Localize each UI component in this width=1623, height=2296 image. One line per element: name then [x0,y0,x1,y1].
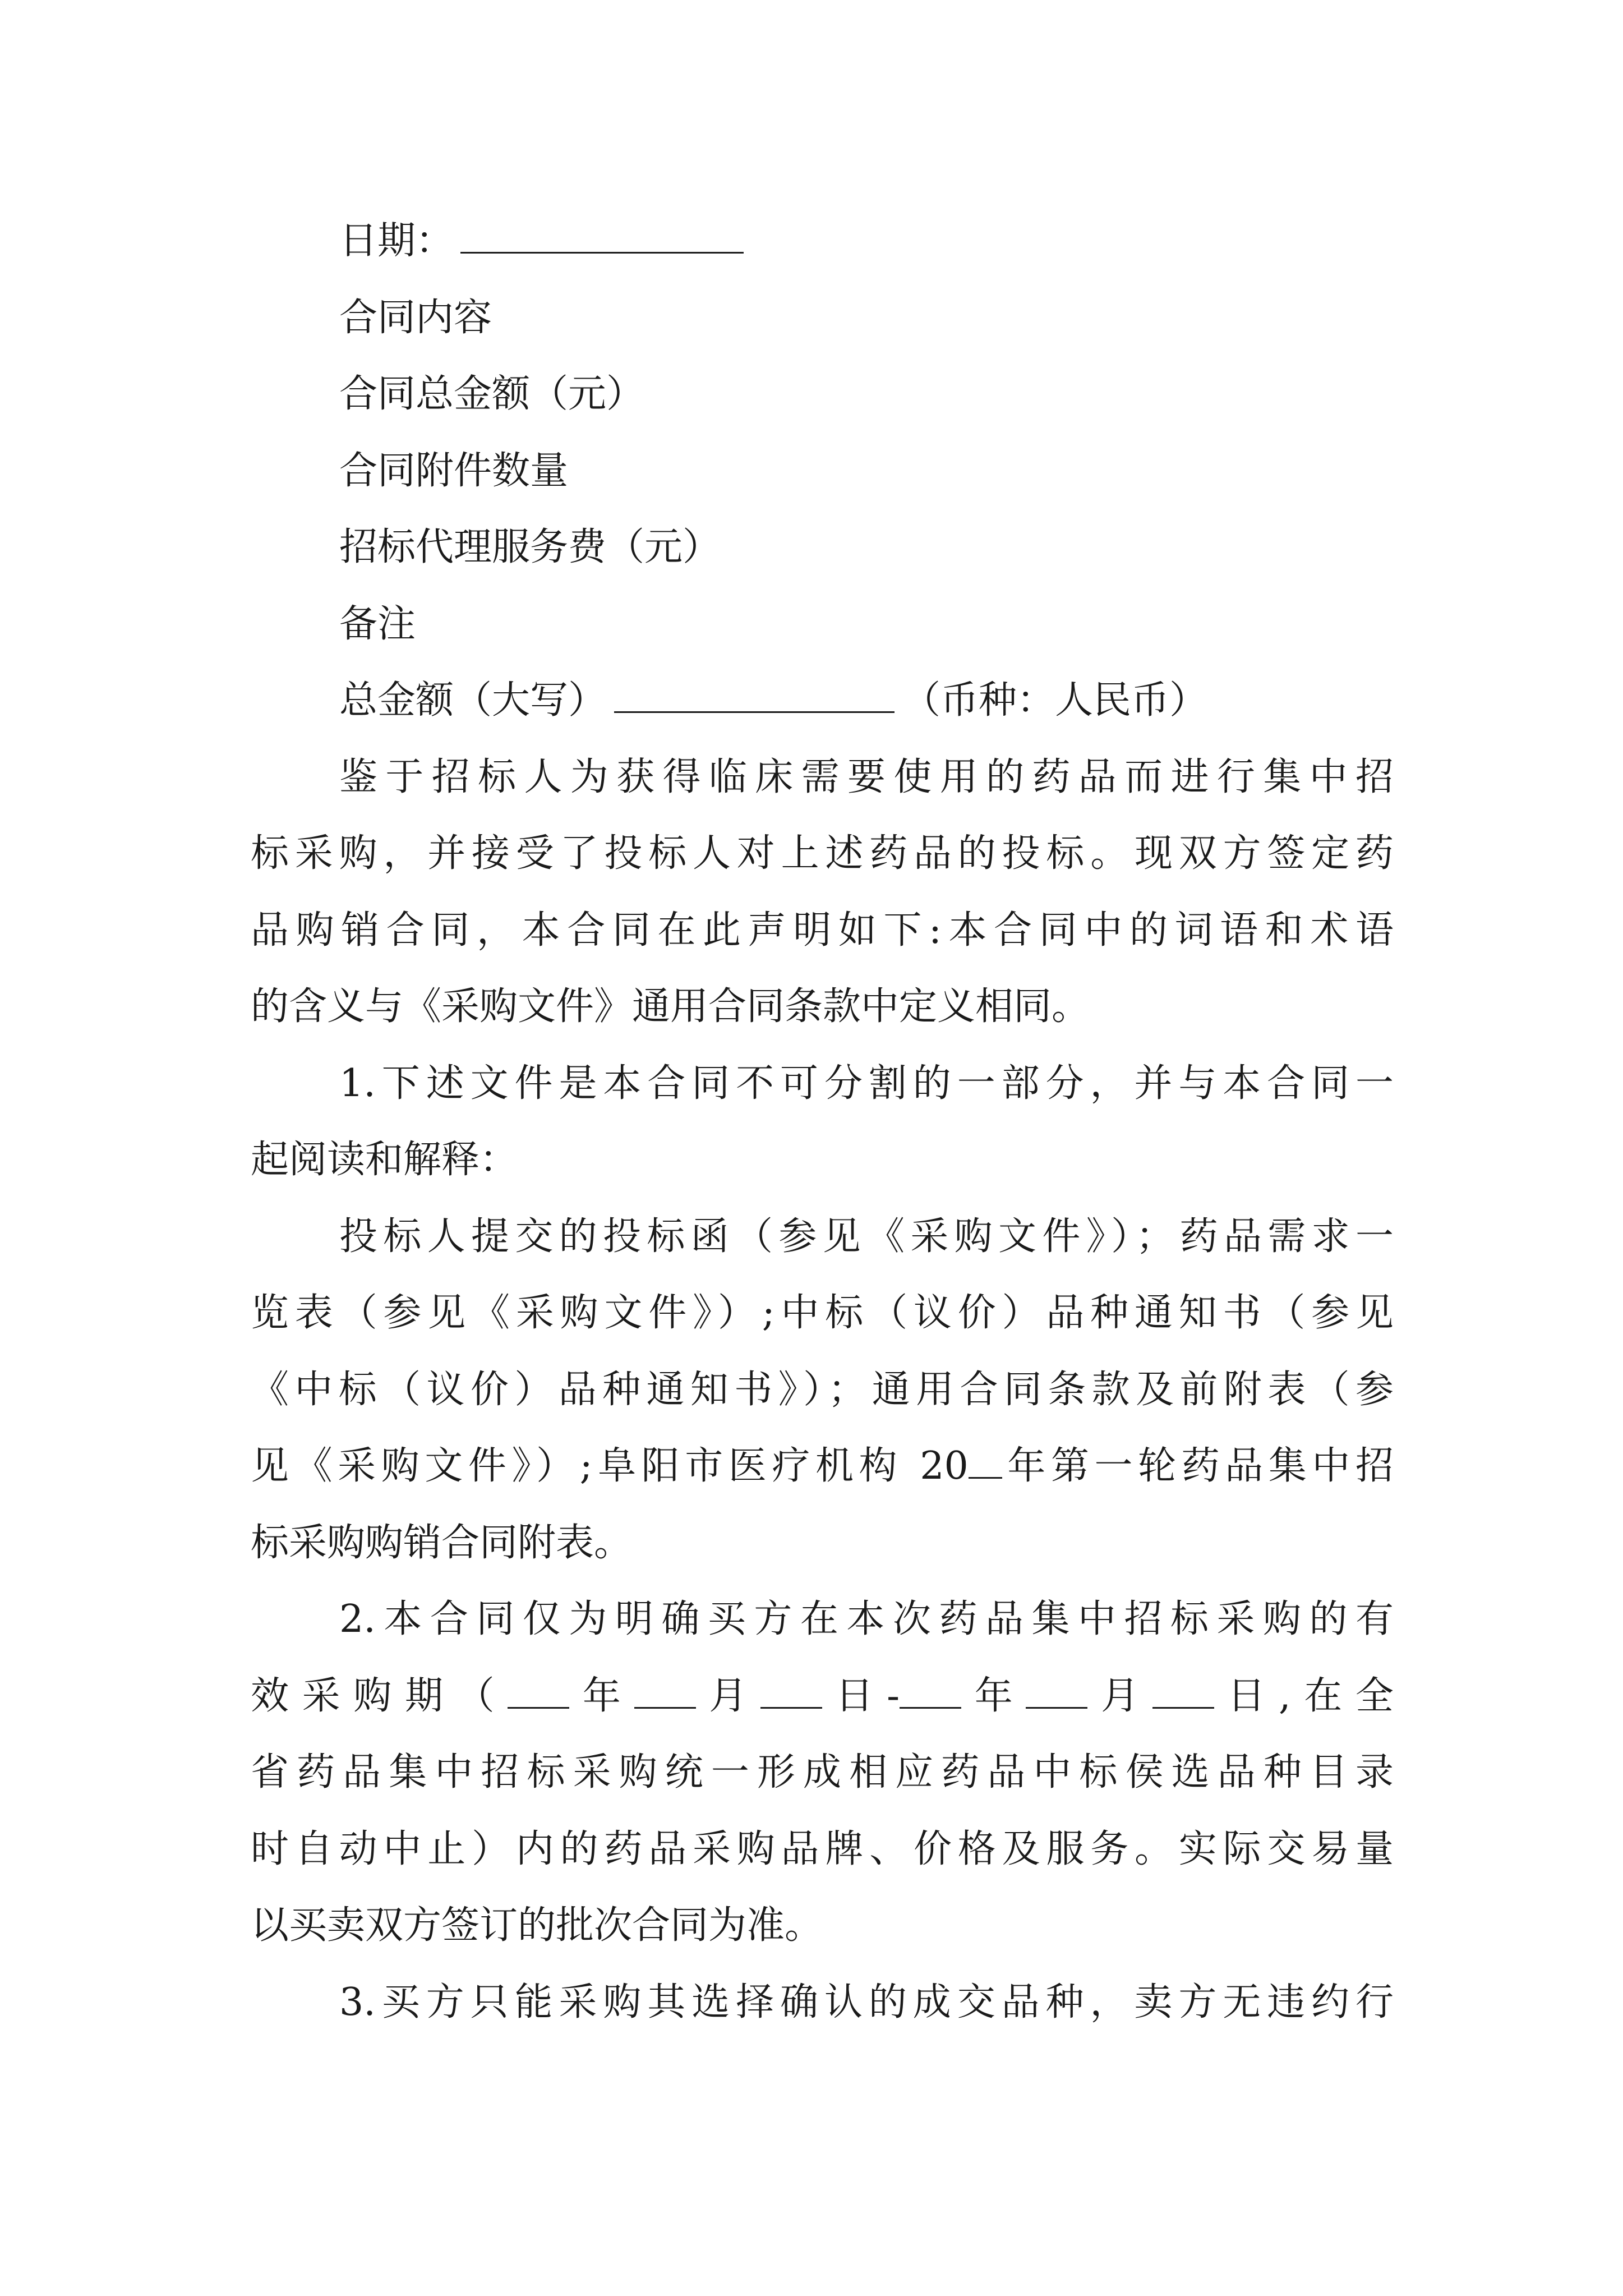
end-day-blank[interactable] [1152,1676,1214,1709]
month-text: 月 [1087,1674,1152,1718]
contract-total-label: 合同总金额（元） [339,372,645,416]
year-text: 年 [569,1674,634,1718]
end-year-blank[interactable] [900,1676,961,1709]
start-year-blank[interactable] [508,1676,569,1709]
clause2-line: 省药品集中招标采购统一形成相应药品中标侯选品种目录 [251,1750,1394,1795]
date-blank[interactable] [460,220,744,254]
intro-line: 鉴于招标人为获得临床需要使用的药品而进行集中招 [339,755,1394,799]
year-blank[interactable] [969,1446,1002,1479]
docs-line-part: 见《采购文件》）;阜阳市医疗机构 20 [251,1444,969,1488]
clause2-line: 2.本合同仅为明确买方在本次药品集中招标采购的有 [339,1597,1394,1641]
clause3-line: 3.买方只能采购其选择确认的成交品种，卖方无违约行 [339,1980,1394,2024]
start-day-blank[interactable] [760,1676,822,1709]
remarks-label: 备注 [339,602,416,646]
total-capital-field [339,678,1207,723]
attachment-count-label: 合同附件数量 [339,449,569,493]
day-dash-text: 日- [822,1674,900,1718]
year-text: 年 [961,1674,1026,1718]
day-end-text: 日,在全 [1214,1674,1394,1718]
end-month-blank[interactable] [1026,1676,1087,1709]
contract-content-label: 合同内容 [339,296,492,340]
clause1-line: 1.下述文件是本合同不可分割的一部分，并与本合同一 [339,1061,1394,1106]
date-field [339,219,744,264]
month-text: 月 [695,1674,760,1718]
start-month-blank[interactable] [634,1676,696,1709]
clause2-line: 以买卖双方签订的批次合同为准。 [251,1903,823,1948]
total-capital-label: 总金额（大写） [339,678,607,723]
clause2-line: 时自动中止）内的药品采购品牌、价格及服务。实际交易量 [251,1827,1394,1871]
clause1-line: 起阅读和解释： [251,1138,518,1182]
docs-line-part: 年第一轮药品集中招 [1002,1444,1394,1488]
currency-note: （币种：人民币） [902,678,1208,723]
clause1-docs-line [251,1444,1394,1489]
intro-line: 品购销合同，本合同在此声明如下:本合同中的词语和术语 [251,908,1394,953]
date-label: 日期： [339,219,454,263]
clause1-docs-line: 《中标（议价）品种通知书》）；通用合同条款及前附表（参 [251,1368,1394,1412]
total-capital-blank[interactable] [614,680,895,713]
agency-fee-label: 招标代理服务费（元） [339,525,721,569]
intro-line: 的含义与《采购文件》通用合同条款中定义相同。 [251,984,1090,1029]
clause1-docs-line: 标采购购销合同附表。 [251,1521,633,1565]
intro-line: 标采购，并接受了投标人对上述药品的投标。现双方签定药 [251,831,1394,876]
clause2-period-line [251,1674,1394,1719]
clause1-docs-line: 览表（参见《采购文件》）;中标（议价）品种通知书（参见 [251,1291,1394,1335]
period-prefix: 效采购期（ [251,1674,508,1718]
clause1-docs-line: 投标人提交的投标函（参见《采购文件》）；药品需求一 [339,1214,1394,1259]
